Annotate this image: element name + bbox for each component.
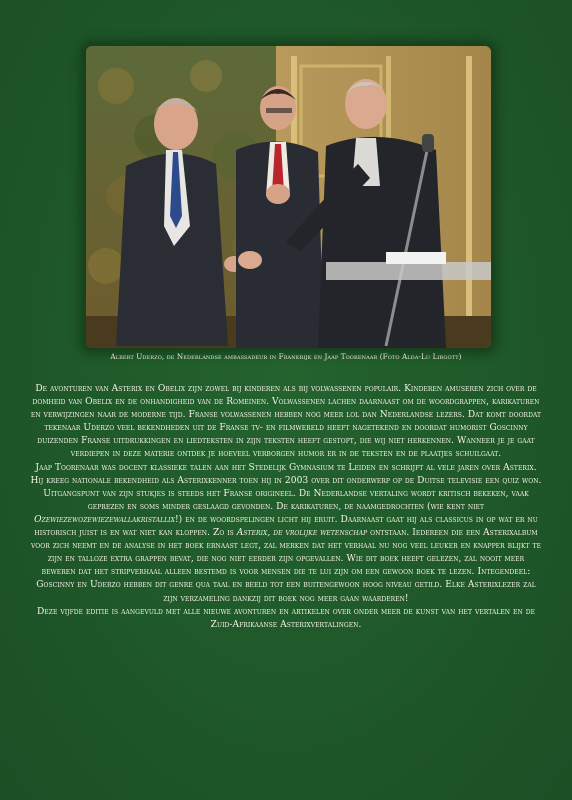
handshake-photo xyxy=(86,46,491,348)
photo-caption: Albert Uderzo, de Nederlandse ambassadeur in Frankrijk en Jaap Toorenaar (Foto Alda-Lu Libgott) xyxy=(110,352,462,361)
body-text xyxy=(30,383,542,632)
paragraph-author xyxy=(30,462,542,606)
paragraph-intro: De avonturen van Asterix en Obelix zijn zowel bij kinderen als bij volwassenen populair. Kinderen amuseren zich over de domheid van Obelix en de onhandigheid van de Romeinen. Volwassenen lachen daarnaast om de woordgrappen, karikaturen en verwijzingen naar de moderne tijd. Franse volwassenen hebben nog meer lol dan Nederlandse lezers. Dat komt doordat tekenaar Uderzo veel bekendheden uit de Franse tv- en filmwereld heeft nagetekend en doordat humorist Goscinny duizenden Franse uitdrukkingen en liedteksten in zijn teksten heeft gestopt, die wij niet herkennen. Wanneer je je gaat verdiepen in deze materie ontdek je hoeveel verborgen humor er in de teksten en de plaatjes schuilgaat. xyxy=(30,384,542,460)
paragraph-author-part-c: ontstaan. Iedereen die een Asterixalbum voor zich neemt en de analyse in het boek ernaast legt, zal merken dat het verhaal nu nog veel leuker en knapper blijkt te zijn en talloze extra grappen bevat, die nog niet eerder zijn opgevallen. Wie dit boek heeft gelezen, zal nooit meer beweren dat het stripverhaal alleen bestemd is voor mensen die te lui zijn om een gewoon boek te lezen. Integendeel: Goscinny en Uderzo hebben dit genre qua taal en beeld tot een buitengewoon hoog niveau getild. Elke Asterixlezer zal zijn verzameling dankzij dit boek nog meer gaan waarderen! xyxy=(30,528,542,604)
paragraph-author-part-a: Jaap Toorenaar was docent klassieke talen aan het Stedelijk Gymnasium te Leiden en schrijft al vele jaren over Asterix. Hij kreeg nationale bekendheid als Asterixkenner toen hij in 2003 over dit onderwerp op de Duitse televisie een quiz won. Uitgangspunt van zijn stukjes is steeds het Franse origineel. De Nederlandse vertaling wordt kritisch bekeken, vaak geprezen en soms minder geslaagd gevonden. De karikaturen, de naamgedrochten (wie kent niet xyxy=(30,462,542,512)
photo xyxy=(86,46,491,348)
paragraph-edition: Deze vijfde editie is aangevuld met alle nieuwe avonturen en artikelen over onder meer de kunst van het vertalen en de Zuid-Afrikaanse Asterixvertalingen. xyxy=(36,606,536,630)
book-title: Asterix, de vrolijke wetenschap xyxy=(236,528,368,539)
paragraph-author-part-b: !) en de woordspelingen licht hij eruit. Daarnaast gaat hij als classicus in op wat er nu historisch juist is en wat niet kan kloppen. Zo is xyxy=(34,514,538,539)
asterix-name-example: Ozewiezewozewiezewallakristallix xyxy=(34,514,175,525)
